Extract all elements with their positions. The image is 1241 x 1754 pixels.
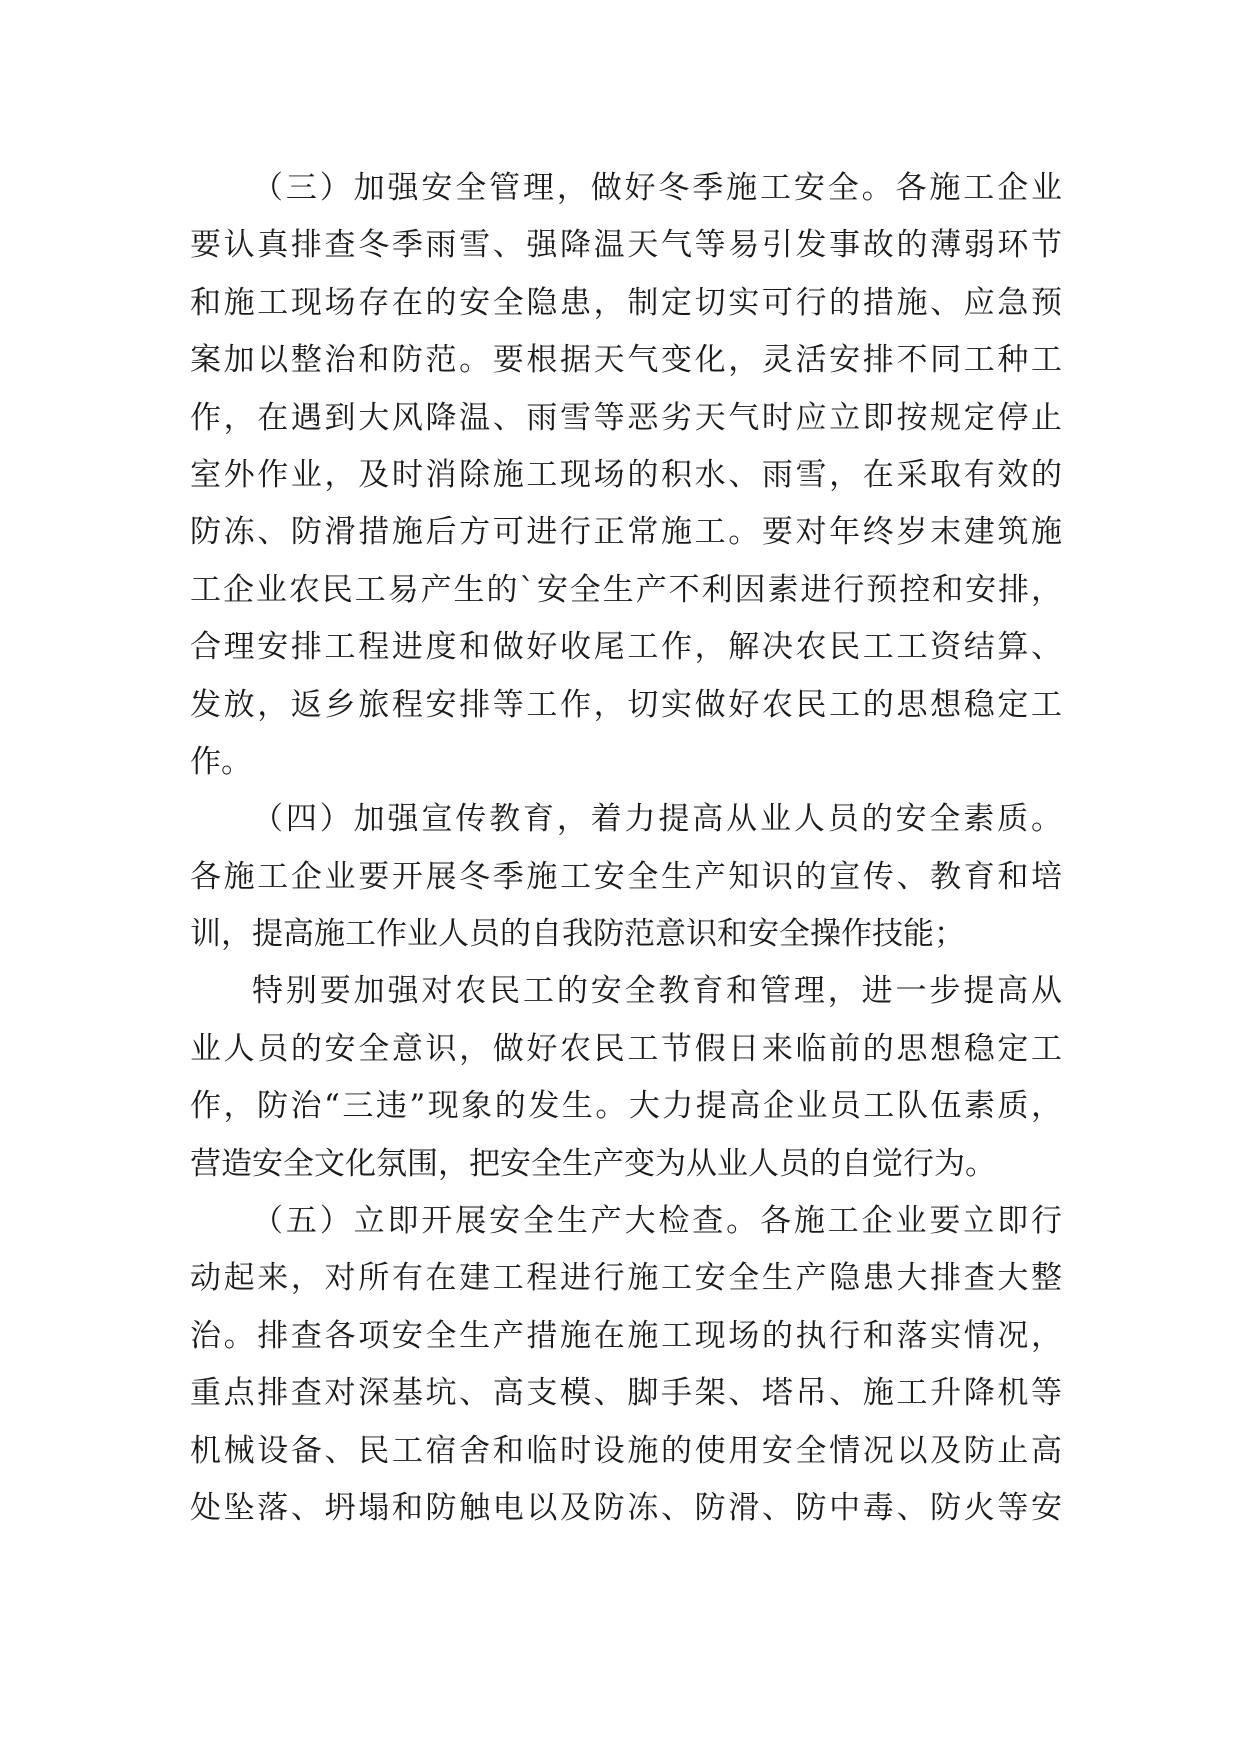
text-line: 要认真排查冬季雨雪、强降温天气等易引发事故的薄弱环节 (190, 227, 1062, 264)
paragraph (190, 963, 1062, 1193)
text-line: （三）加强安全管理，做好冬季施工安全。各施工企业 (252, 170, 1062, 206)
text-line: 和施工现场存在的安全隐患，制定切实可行的措施、应急预 (190, 284, 1062, 321)
text-line: 合理安排工程进度和做好收尾工作，解决农民工工资结算、 (190, 629, 1062, 666)
text-line: 营造安全文化氛围，把安全生产变为从业人员的自觉行为。 (190, 1145, 996, 1182)
text-line: （四）加强宣传教育，着力提高从业人员的安全素质。 (252, 801, 1062, 838)
text-line: 防冻、防滑措施后方可进行正常施工。要对年终岁末建筑施 (190, 514, 1062, 551)
text-line: 案加以整治和防范。要根据天气变化，灵活安排不同工种工 (190, 342, 1062, 379)
text-line: 业人员的安全意识，做好农民工节假日来临前的思想稳定工 (190, 1030, 1062, 1067)
paragraph (190, 1193, 1062, 1537)
text-line: 机械设备、民工宿舍和临时设施的使用安全情况以及防止高 (190, 1432, 1062, 1469)
text-line: 训，提高施工作业人员的自我防范意识和安全操作技能； (190, 916, 965, 953)
text-line: 发放，返乡旅程安排等工作，切实做好农民工的思想稳定工 (190, 686, 1062, 723)
text-line: 工企业农民工易产生的`安全生产不利因素进行预控和安排， (190, 571, 1062, 608)
text-line: （五）立即开展安全生产大检查。各施工企业要立即行 (252, 1203, 1062, 1240)
text-line: 各施工企业要开展冬季施工安全生产知识的宣传、教育和培 (190, 858, 1062, 895)
text-line: 重点排查对深基坑、高支模、脚手架、塔吊、施工升降机等 (190, 1375, 1062, 1412)
text-line: 动起来，对所有在建工程进行施工安全生产隐患大排查大整 (190, 1260, 1062, 1297)
text-line: 作，在遇到大风降温、雨雪等恶劣天气时应立即按规定停止 (190, 399, 1062, 436)
text-line: 室外作业，及时消除施工现场的积水、雨雪，在采取有效的 (190, 456, 1062, 493)
paragraph (190, 160, 1062, 791)
text-line: 作，防治“三违”现象的发生。大力提高企业员工队伍素质， (190, 1088, 1062, 1125)
text-line: 特别要加强对农民工的安全教育和管理，进一步提高从 (252, 973, 1062, 1010)
text-line: 治。排查各项安全生产措施在施工现场的执行和落实情况， (190, 1317, 1062, 1354)
text-line: 作。 (190, 743, 252, 780)
text-line: 处坠落、坍塌和防触电以及防冻、防滑、防中毒、防火等安 (190, 1489, 1062, 1526)
paragraph (190, 791, 1062, 963)
document-body (190, 160, 1062, 1537)
